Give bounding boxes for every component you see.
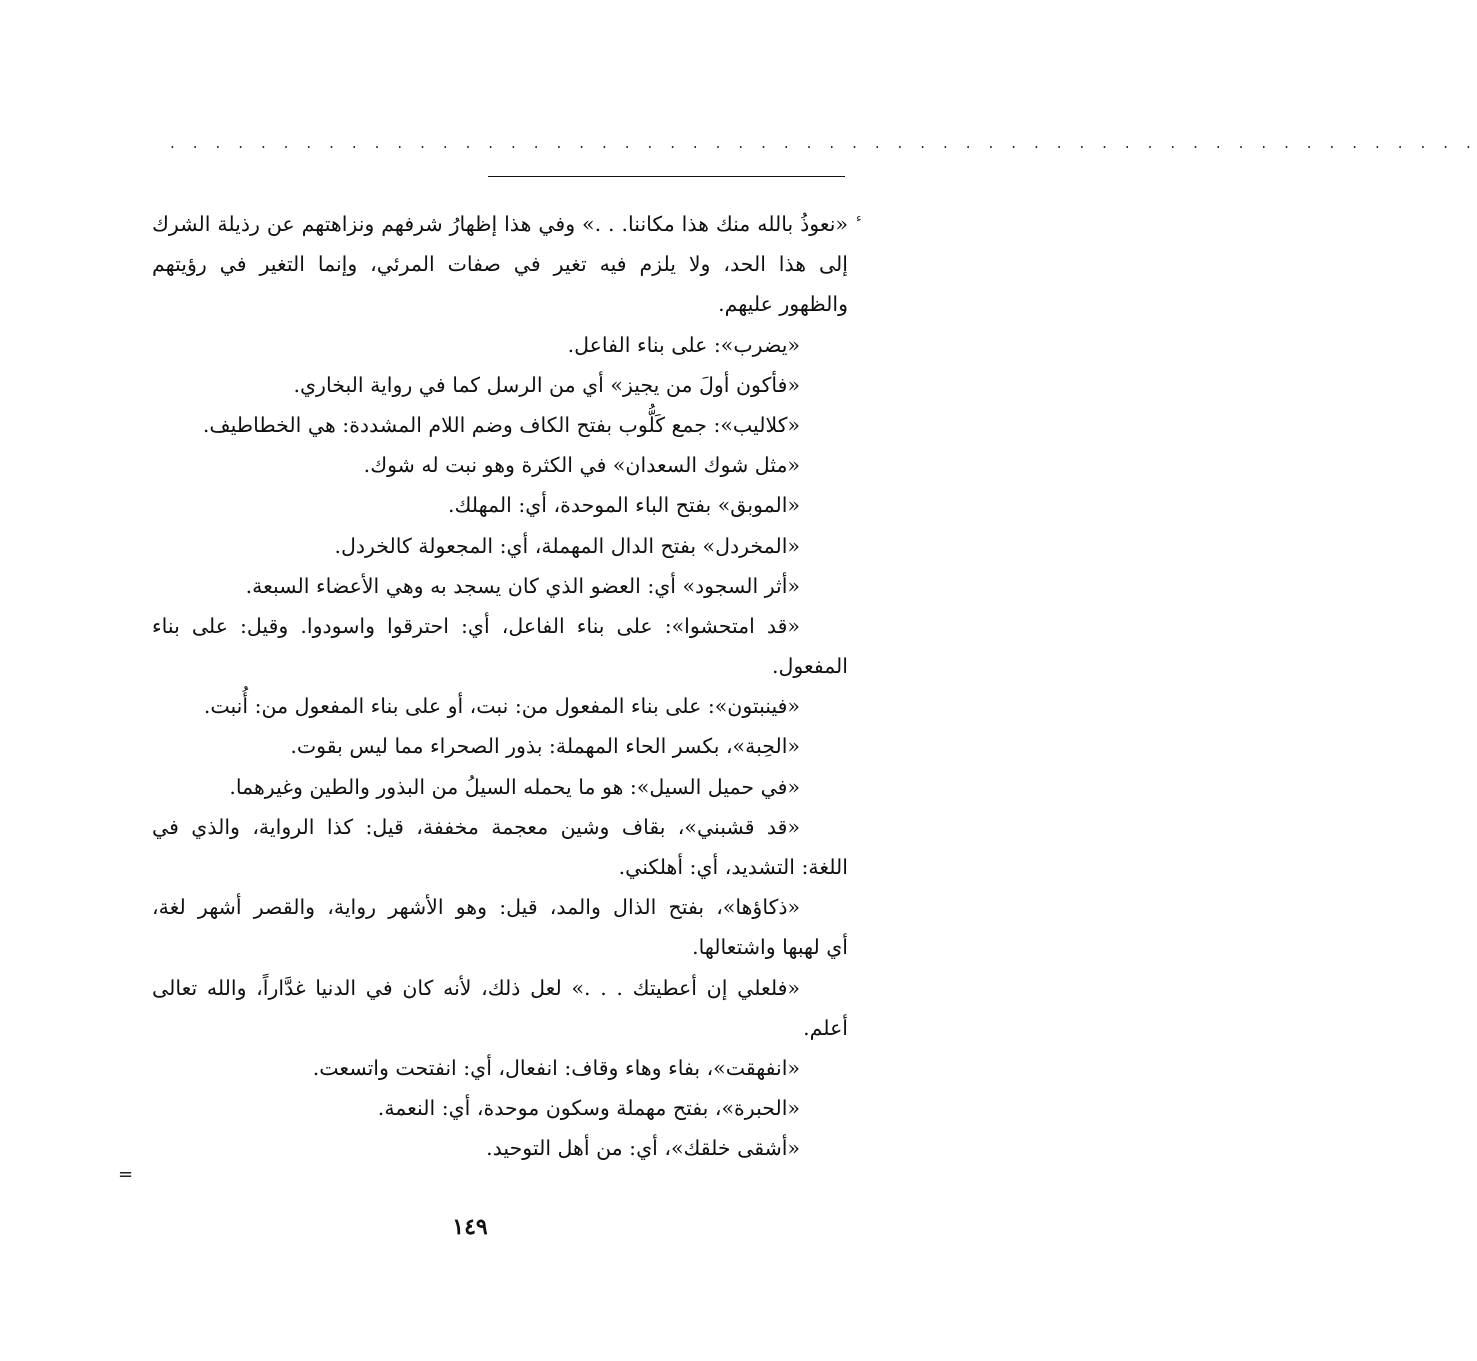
text-line: والظهور عليهم.	[718, 292, 848, 317]
footnote-separator-rule	[488, 176, 845, 177]
text-line: «نعوذُ بالله منك هذا مكاننا. . .» وفي هذا إظهارُ شرفهم ونزاهتهم عن رذيلة الشرك	[152, 212, 848, 236]
text-line: أعلم.	[803, 1015, 848, 1040]
page-number: ١٤٩	[452, 1214, 488, 1240]
header-dotted-line: . . . . . . . . . . . . . . . . . . . . . . . . . . . . . . . . . . . . . . . . . . . . . . . . . . . . . . . . . .	[170, 134, 1477, 152]
text-line: «في حميل السيل»: هو ما يحمله السيلُ من البذور والطين وغيرهما.	[229, 774, 800, 799]
text-line: «انفهقت»، بفاء وهاء وقاف: انفعال، أي: انفتحت واتسعت.	[312, 1055, 800, 1080]
text-line: المفعول.	[771, 654, 848, 679]
text-line: «الموبق» بفتح الباء الموحدة، أي: المهلك.	[447, 493, 800, 518]
text-line: «المخردل» بفتح الدال المهملة، أي: المجعولة كالخردل.	[334, 533, 800, 558]
margin-mark-left: =	[118, 1164, 134, 1185]
body-text	[152, 204, 848, 1169]
text-line: «فأكون أولَ من يجيز» أي من الرسل كما في رواية البخاري.	[293, 372, 800, 397]
text-line: «مثل شوك السعدان» في الكثرة وهو نبت له شوك.	[363, 453, 800, 478]
text-line: «الحبرة»، بفتح مهملة وسكون موحدة، أي: النعمة.	[377, 1096, 800, 1121]
text-line: «أشقى خلقك»، أي: من أهل التوحيد.	[486, 1136, 800, 1161]
margin-mark-right: ء	[856, 211, 862, 225]
text-line: «أثر السجود» أي: العضو الذي كان يسجد به وهي الأعضاء السبعة.	[245, 573, 800, 598]
text-line: إلى هذا الحد، ولا يلزم فيه تغير في صفات المرئي، وإنما التغير في رؤيتهم	[152, 252, 848, 277]
text-line: «الحِبة»، بكسر الحاء المهملة: بذور الصحراء مما ليس بقوت.	[290, 734, 800, 759]
text-line: أي لهبها واشتعالها.	[692, 935, 848, 960]
text-line: «قد امتحشوا»: على بناء الفاعل، أي: احترقوا واسودوا. وقيل: على بناء	[152, 613, 800, 638]
text-line: «فلعلي إن أعطيتك . . .» لعل ذلك، لأنه كان في الدنيا غدَّاراً، والله تعالى	[152, 975, 800, 1000]
text-line: «كلاليب»: جمع كَلُّوب بفتح الكاف وضم اللام المشددة: هي الخطاطيف.	[202, 412, 800, 437]
text-line: «قد قشبني»، بقاف وشين معجمة مخففة، قيل: كذا الرواية، والذي في	[152, 814, 800, 839]
text-line: «يضرب»: على بناء الفاعل.	[567, 332, 800, 357]
text-line: اللغة: التشديد، أي: أهلكني.	[618, 855, 848, 879]
text-line: «فينبتون»: على بناء المفعول من: نبت، أو على بناء المفعول من: أُنبت.	[203, 694, 800, 719]
text-line: «ذكاؤها»، بفتح الذال والمد، قيل: وهو الأشهر رواية، والقصر أشهر لغة،	[152, 895, 800, 920]
